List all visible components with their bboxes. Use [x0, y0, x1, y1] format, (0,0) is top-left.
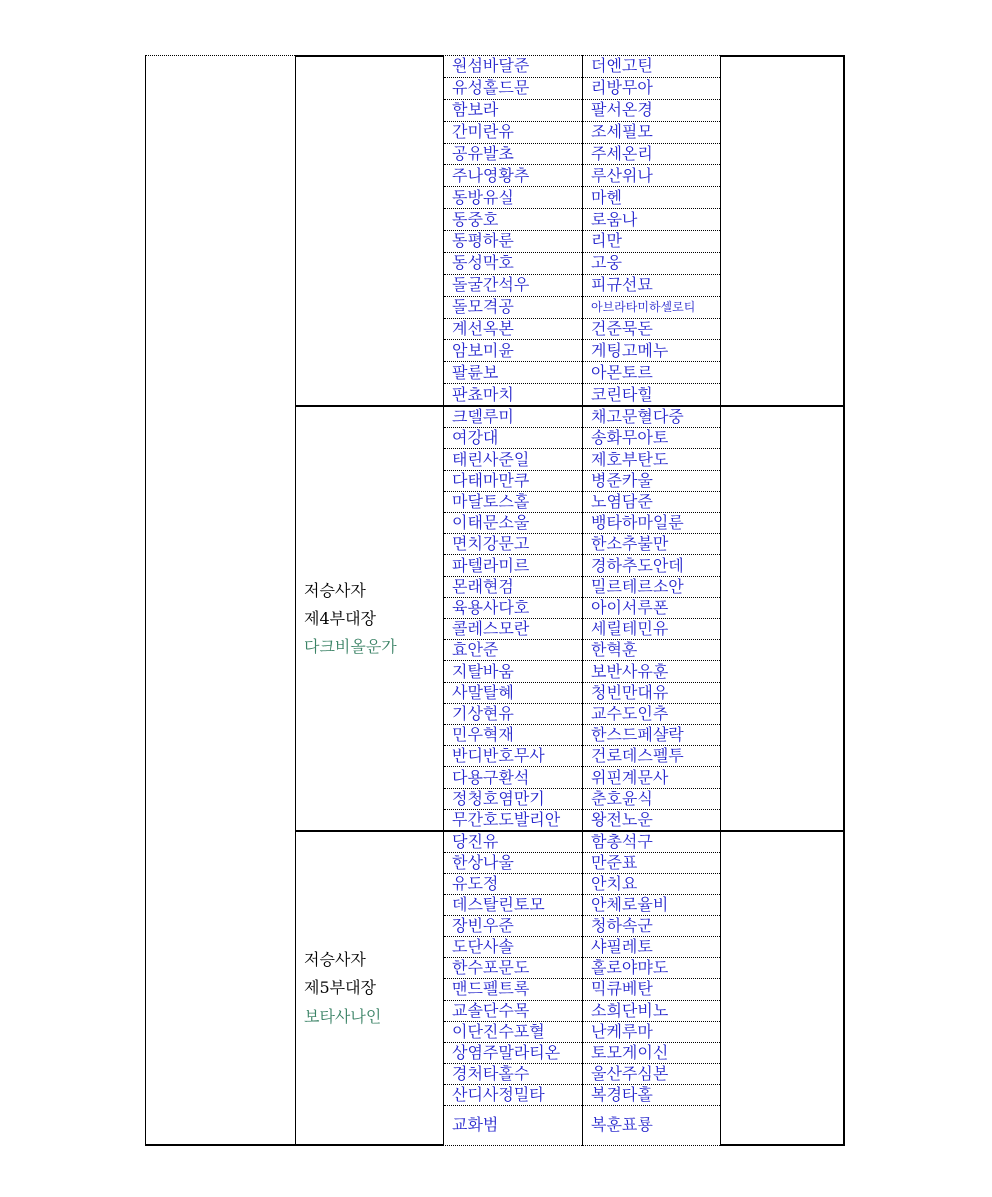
table-row	[583, 598, 720, 619]
section-label-cell	[295, 830, 443, 1146]
name-column-b	[582, 830, 720, 1146]
table-row	[444, 340, 582, 362]
table-row	[583, 1022, 720, 1043]
table-row	[583, 492, 720, 513]
name-link[interactable]: 무간호도발리안	[452, 809, 561, 829]
table-row	[583, 640, 720, 661]
name-link[interactable]: 크델루미	[452, 407, 514, 427]
name-link[interactable]: 이태문소울	[452, 513, 530, 533]
table-row	[583, 767, 720, 788]
roster-table	[145, 55, 845, 1146]
table-row	[444, 916, 582, 937]
name-link[interactable]: 콜레스모란	[452, 619, 530, 639]
table-row	[444, 144, 582, 166]
table-row	[583, 407, 720, 428]
name-link[interactable]: 코린타힐	[591, 384, 653, 404]
name-link[interactable]: 세릴테민유	[591, 619, 669, 639]
name-link[interactable]: 한스드페샬락	[591, 725, 684, 745]
table-row	[444, 598, 582, 619]
name-link[interactable]: 사말탈혜	[452, 682, 514, 702]
table-row	[583, 78, 720, 100]
table-row	[444, 640, 582, 661]
table-row	[583, 513, 720, 534]
table-row	[583, 231, 720, 253]
name-link[interactable]: 마헨	[591, 187, 622, 207]
name-link[interactable]: 파텔라미르	[452, 555, 530, 575]
table-row	[583, 275, 720, 297]
table-row	[444, 746, 582, 767]
table-row	[444, 56, 582, 78]
name-link[interactable]: 경처타홀수	[452, 1063, 530, 1083]
name-link[interactable]: 암보미윤	[452, 340, 514, 360]
table-row	[583, 704, 720, 725]
name-link[interactable]: 반디반호무사	[452, 746, 545, 766]
table-row	[444, 209, 582, 231]
name-link[interactable]: 소희단비노	[591, 1000, 669, 1020]
name-link[interactable]: 홀로야먀도	[591, 958, 669, 978]
table-row	[444, 534, 582, 555]
name-link[interactable]: 교수도인추	[591, 703, 669, 723]
name-link[interactable]: 한혁훈	[591, 640, 638, 660]
table-row	[583, 319, 720, 341]
table-row	[444, 725, 582, 746]
table-row	[583, 789, 720, 810]
table-row	[583, 384, 720, 405]
table-row	[583, 56, 720, 78]
table-row	[583, 534, 720, 555]
table-row	[444, 577, 582, 598]
table-row	[444, 895, 582, 916]
name-column-a	[443, 405, 582, 830]
name-link[interactable]: 주세온리	[591, 143, 653, 163]
name-link[interactable]: 동중호	[452, 209, 499, 229]
name-link[interactable]: 경하추도안데	[591, 555, 684, 575]
empty-right-column-cell	[720, 55, 845, 405]
table-row	[444, 853, 582, 874]
name-link[interactable]: 만준표	[591, 853, 638, 873]
name-link[interactable]: 울산주심본	[591, 1063, 669, 1083]
table-row	[444, 619, 582, 640]
table-row	[583, 746, 720, 767]
name-link[interactable]: 한소추불만	[591, 534, 669, 554]
section-leader-link[interactable]: 다크비올운가	[304, 637, 397, 657]
name-link[interactable]: 피규선묘	[591, 275, 653, 295]
name-link[interactable]: 팔서온경	[591, 100, 653, 120]
name-link[interactable]: 주나영황추	[452, 165, 530, 185]
table-row	[583, 100, 720, 122]
name-link[interactable]: 정청호염만기	[452, 788, 545, 808]
name-link[interactable]: 돌굴간석우	[452, 275, 530, 295]
table-row	[444, 492, 582, 513]
table-row	[583, 979, 720, 1000]
name-link[interactable]: 아이서루폰	[591, 597, 669, 617]
name-link[interactable]: 건준묵돈	[591, 318, 653, 338]
table-row	[444, 704, 582, 725]
table-row	[583, 683, 720, 704]
table-row	[583, 449, 720, 470]
name-link[interactable]: 청빈만대유	[591, 682, 669, 702]
name-column-b	[582, 405, 720, 830]
table-row	[444, 78, 582, 100]
table-row	[444, 471, 582, 492]
name-link[interactable]: 청하속군	[591, 916, 653, 936]
table-row	[583, 874, 720, 895]
table-row	[444, 253, 582, 275]
name-link[interactable]: 공유발초	[452, 143, 514, 163]
table-row	[444, 275, 582, 297]
name-link[interactable]: 리만	[591, 231, 622, 251]
table-row	[444, 767, 582, 788]
name-link[interactable]: 위핀계문사	[591, 767, 669, 787]
roster-section-1	[295, 55, 845, 405]
table-row	[444, 1085, 582, 1106]
table-row	[444, 979, 582, 1000]
name-link[interactable]: 토모게이신	[591, 1042, 669, 1062]
table-row	[444, 1064, 582, 1085]
name-link[interactable]: 로움나	[591, 209, 638, 229]
table-row	[444, 1043, 582, 1064]
name-link[interactable]: 민우혁재	[452, 725, 514, 745]
table-row	[583, 916, 720, 937]
table-row	[444, 1106, 582, 1145]
table-row	[583, 471, 720, 492]
name-link[interactable]: 난케루마	[591, 1021, 653, 1041]
name-link[interactable]: 밀르테르소안	[591, 576, 684, 596]
name-link[interactable]: 함보라	[452, 100, 499, 120]
table-row	[583, 937, 720, 958]
name-link[interactable]: 채고문혈다중	[591, 407, 684, 427]
name-column-a	[443, 55, 582, 405]
name-link[interactable]: 돌모격공	[452, 297, 514, 317]
table-row	[583, 1064, 720, 1085]
name-link[interactable]: 원섬바달준	[452, 56, 530, 76]
name-link[interactable]: 교솔단수목	[452, 1000, 530, 1020]
table-row	[583, 362, 720, 384]
table-row	[583, 661, 720, 682]
table-row	[583, 1001, 720, 1022]
table-row	[444, 555, 582, 576]
name-link[interactable]: 팔륜보	[452, 362, 499, 382]
name-link[interactable]: 지탈바움	[452, 661, 514, 681]
table-row	[583, 165, 720, 187]
table-row	[444, 958, 582, 979]
name-link[interactable]: 도단사솔	[452, 937, 514, 957]
name-link[interactable]: 상염주말라티온	[452, 1042, 561, 1062]
name-link[interactable]: 기상현유	[452, 703, 514, 723]
empty-left-column-cell	[145, 55, 295, 1146]
name-link[interactable]: 함총석구	[591, 832, 653, 852]
table-row	[444, 362, 582, 384]
name-link[interactable]: 믹큐베탄	[591, 979, 653, 999]
name-link[interactable]: 안치요	[591, 874, 638, 894]
table-row	[444, 187, 582, 209]
name-link[interactable]: 판쵸마치	[452, 384, 514, 404]
table-row	[444, 297, 582, 319]
name-link[interactable]: 여강대	[452, 428, 499, 448]
table-row	[444, 231, 582, 253]
name-link[interactable]: 아브라타미하셀로티	[591, 300, 696, 315]
name-link[interactable]: 동평하룬	[452, 231, 514, 251]
name-link[interactable]: 동방유실	[452, 187, 514, 207]
table-row	[583, 577, 720, 598]
table-row	[583, 555, 720, 576]
name-link[interactable]: 조세필모	[591, 122, 653, 142]
table-row	[583, 187, 720, 209]
table-row	[583, 122, 720, 144]
roster-section-2	[295, 405, 845, 830]
name-link[interactable]: 샤필레토	[591, 937, 653, 957]
name-link[interactable]: 춘호윤식	[591, 788, 653, 808]
table-row	[583, 144, 720, 166]
table-row	[583, 832, 720, 853]
table-row	[583, 340, 720, 362]
table-row	[444, 810, 582, 830]
name-link[interactable]: 다용구환석	[452, 767, 530, 787]
table-row	[444, 319, 582, 341]
table-row	[583, 253, 720, 275]
name-link[interactable]: 효안준	[452, 640, 499, 660]
table-row	[444, 407, 582, 428]
table-row	[583, 428, 720, 449]
empty-right-column-cell	[720, 830, 845, 1146]
table-row	[444, 165, 582, 187]
table-row	[444, 1022, 582, 1043]
table-row	[583, 209, 720, 231]
name-link[interactable]: 교화범	[452, 1115, 499, 1135]
table-row	[444, 384, 582, 405]
section-label-line: 저승사자	[304, 950, 366, 970]
table-row	[583, 853, 720, 874]
table-row	[583, 958, 720, 979]
name-link[interactable]: 태린사준일	[452, 449, 530, 469]
name-link[interactable]: 아몬토르	[591, 362, 653, 382]
name-link[interactable]: 다태마만쿠	[452, 470, 530, 490]
name-link[interactable]: 데스탈린토모	[452, 895, 545, 915]
name-link[interactable]: 장빈우준	[452, 916, 514, 936]
name-link[interactable]: 게팅고메누	[591, 340, 669, 360]
table-row	[444, 832, 582, 853]
name-link[interactable]: 노염담준	[591, 491, 653, 511]
name-link[interactable]: 한수포문도	[452, 958, 530, 978]
roster-sections	[295, 55, 845, 1146]
name-column-a	[443, 830, 582, 1146]
table-row	[444, 661, 582, 682]
name-link[interactable]: 동성막호	[452, 253, 514, 273]
name-link[interactable]: 복훈표룡	[591, 1115, 653, 1135]
name-link[interactable]: 뱅타하마일룬	[591, 513, 684, 533]
table-row	[444, 122, 582, 144]
section-label-cell	[295, 405, 443, 830]
empty-right-column-cell	[720, 405, 845, 830]
name-link[interactable]: 마달토스홀	[452, 491, 530, 511]
name-link[interactable]: 고웅	[591, 253, 622, 273]
name-column-b	[582, 55, 720, 405]
name-link[interactable]: 리방무아	[591, 78, 653, 98]
section-label-line: 저승사자	[304, 580, 366, 600]
name-link[interactable]: 면치강문고	[452, 534, 530, 554]
table-row	[444, 428, 582, 449]
name-link[interactable]: 보반사유훈	[591, 661, 669, 681]
name-link[interactable]: 산디사정밀타	[452, 1084, 545, 1104]
name-link[interactable]: 왕전노운	[591, 809, 653, 829]
table-row	[444, 789, 582, 810]
name-link[interactable]: 이단진수포혈	[452, 1021, 545, 1041]
section-label-line: 제5부대장	[304, 978, 377, 998]
table-row	[583, 895, 720, 916]
name-link[interactable]: 간미란유	[452, 122, 514, 142]
name-link[interactable]: 건로데스펠투	[591, 746, 684, 766]
name-link[interactable]: 안체로율비	[591, 895, 669, 915]
table-row	[583, 1085, 720, 1106]
name-link[interactable]: 몬래현검	[452, 576, 514, 596]
table-row	[444, 683, 582, 704]
name-link[interactable]: 복경타홀	[591, 1084, 653, 1104]
table-row	[583, 297, 720, 319]
table-row	[583, 619, 720, 640]
table-row	[444, 449, 582, 470]
name-link[interactable]: 송화무아토	[591, 428, 669, 448]
table-row	[444, 874, 582, 895]
name-link[interactable]: 더엔고틴	[591, 56, 653, 76]
roster-section-3	[295, 830, 845, 1146]
table-row	[583, 1106, 720, 1145]
table-row	[583, 1043, 720, 1064]
name-link[interactable]: 계선옥본	[452, 318, 514, 338]
section-label-cell	[295, 55, 443, 405]
name-link[interactable]: 맨드펠트록	[452, 979, 530, 999]
name-link[interactable]: 제호부탄도	[591, 449, 669, 469]
name-link[interactable]: 육용사다호	[452, 597, 530, 617]
name-link[interactable]: 루산위나	[591, 165, 653, 185]
name-link[interactable]: 유성홀드문	[452, 78, 530, 98]
section-leader-link[interactable]: 보타사나인	[304, 1006, 382, 1026]
table-row	[583, 810, 720, 830]
table-row	[444, 937, 582, 958]
name-link[interactable]: 유도정	[452, 874, 499, 894]
table-row	[583, 725, 720, 746]
table-row	[444, 513, 582, 534]
name-link[interactable]: 당진유	[452, 832, 499, 852]
name-link[interactable]: 병준카울	[591, 470, 653, 490]
name-link[interactable]: 한상나울	[452, 853, 514, 873]
table-row	[444, 1001, 582, 1022]
section-label-line: 제4부대장	[304, 608, 377, 628]
table-row	[444, 100, 582, 122]
